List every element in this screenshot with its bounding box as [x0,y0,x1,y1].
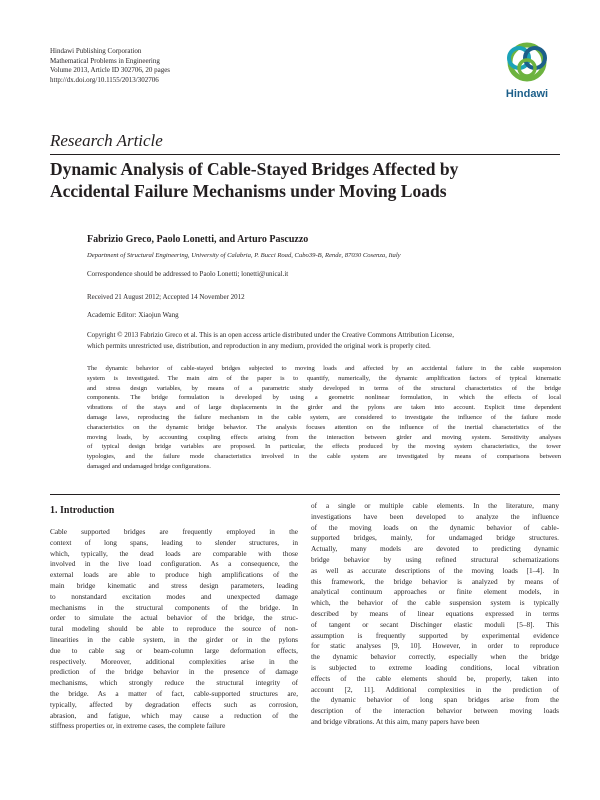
body-text-line: of tangent or secant Dischinger elastic moduli [5–8]. This [311,619,559,629]
body-column-right [311,501,559,728]
body-text-line: bridge behavior by using refined structural schematizations [311,554,559,564]
body-text-line: due to cable sag or beam-column large deformation effects, [50,645,298,655]
academic-editor: Academic Editor: Xiaojun Wang [87,311,179,319]
body-text-line: abrasion, and fatigue, which may cause a reduction of the [50,710,298,720]
body-text-line: linearities in the cable system, in the girder or in the pylons [50,634,298,644]
abstract-line: characteristics on the dynamic bridge behavior. The analysis focuses attention on the influence of the inertial characteristics of the [87,423,561,431]
body-text-line: description of the interaction behavior between moving loads [311,706,559,716]
body-text-line: mechanisms, which strongly reduce the structural integrity of [50,678,298,688]
copyright-notice [87,330,561,351]
journal-header [50,47,170,85]
article-type: Research Article [50,131,163,150]
journal-name: Mathematical Problems in Engineering [50,56,160,65]
body-text-line: Cable supported bridges are frequently employed in the [50,527,298,536]
body-text-line: context of long spans, leading to slender structures, in [50,537,298,547]
correspondence: Correspondence should be addressed to Paolo Lonetti; lonetti@unical.it [87,270,289,278]
body-text-line: main bridge kinematic and stress design parameters, leading [50,580,298,590]
body-column-left [50,527,298,732]
copyright-line-2: which permits unrestricted use, distribution, and reproduction in any medium, provided the original work is properly cited. [87,341,431,350]
abstract-line: and stress design variables, by means of a parametric study developed in terms of the structural characteristics of the bridge [87,384,561,392]
abstract-line: of typical design bridge variables are proposed. In particular, the effects produced by the moving system characteristics, the tower [87,443,561,451]
abstract-line: typologies, and the failure mode characteristics involved in the cable system are investigated by means of comparisons between [87,453,561,461]
body-text-line: described by means of linear equations expressed in terms [311,608,559,618]
volume-info: Volume 2013, Article ID 302706, 20 pages [50,66,171,74]
body-text-line: analytical continuum approaches or finite element models, in [311,587,559,597]
body-text-line: investigations have been developed to analyze the influence [311,511,559,521]
title-line-1: Dynamic Analysis of Cable-Stayed Bridges Affected by [50,159,459,179]
body-text-line: and bridge vibrations. At this aim, many papers have been [311,716,480,726]
abstract-line: damage laws, reproducing the failure mechanism in the cable system, are considered to investigate the influence of the failure mode [87,413,561,421]
body-text-line: is subjected to extreme loading conditions, local vibration [311,662,559,672]
body-text-line: account [2, 11]. Additional complexities in the prediction of [311,684,559,694]
abstract-line: system is investigated. The main aim of the paper is to quantify, numerically, the dynamic amplification factors of typical kinematic [87,374,561,382]
publisher-name: Hindawi Publishing Corporation [50,47,142,55]
hindawi-logo [497,40,557,102]
abstract-line: moving loads, by accounting coupling effects arising from the interaction between girder and moving system. Sensitivity analyses [87,433,561,441]
affiliation: Department of Structural Engineering, University of Calabria, P. Bucci Road, Cubo39-B, Rende, 87030 Cosenza, Italy [87,252,401,259]
copyright-line-1: Copyright © 2013 Fabrizio Greco et al. This is an open access article distributed under the Creative Commons Attribution License, [87,331,454,339]
body-text-line: typically, affected by degradation effects such as corrosion, [50,699,298,709]
body-text-line: to nonstandard excitation modes and unexpected damage [50,591,298,601]
body-text-line: as well as accurate descriptions of the moving loads [1–4]. In [311,565,559,575]
abstract-divider [50,494,560,495]
body-text-line: Actually, many models are devoted to predicting dynamic [311,544,559,554]
doi-link[interactable]: http://dx.doi.org/10.1155/2013/302706 [50,75,159,84]
author-list: Fabrizio Greco, Paolo Lonetti, and Arturo Pascuzzo [87,234,309,245]
body-text-line: which, the behavior of the cable suspension system is typically [311,598,559,608]
logo-wordmark: Hindawi [505,88,549,100]
body-text-line: involved in the live load configuration. As a consequence, the [50,559,298,569]
article-title [50,158,560,202]
body-text-line: effects of the cable elements should be, properly, taken into [311,673,559,683]
body-text-line: respectively. Moreover, additional complexities arise in the [50,656,298,666]
abstract-line: The dynamic behavior of cable-stayed bridges subjected to moving loads and affected by an accidental failure in the cable suspension [87,365,561,372]
body-text-line: mechanisms in the structural components of the bridge. In [50,602,298,612]
body-text-line: tural modeling should be able to reproduce the source of non- [50,624,298,634]
body-text-line: the dynamic behavior correctly, especially when the bridge [311,652,559,662]
body-text-line: external loads are able to produce high amplifications of the [50,570,298,580]
body-text-line: for static analyses [9, 10]. However, in order to reproduce [311,641,559,651]
body-text-line: of a single or multiple cable elements. In the literature, many [311,501,559,510]
body-text-line: this framework, the bridge behavior is analyzed by means of [311,576,559,586]
body-text-line: order to simulate the actual behavior of the bridge, the struc- [50,613,298,623]
abstract-line: vibrations of the stays and of large displacements in the girder and the pylons are taken into account. Explicit time dependent [87,404,561,412]
body-text-line: of the moving loads on the dynamic behavior of cable- [311,522,559,532]
body-text-line: which, typically, the dead loads are comparable with those [50,548,298,558]
title-line-2: Accidental Failure Mechanisms under Moving Loads [50,181,447,201]
section-heading-introduction: 1. Introduction [50,505,115,516]
body-text-line: prediction of the bridge behavior in the presence of damage [50,667,298,677]
abstract-line: components. The bridge formulation is developed by using a geometric nonlinear formulation, in which the effects of local [87,394,561,402]
body-text-line: the dynamic behavior of long span bridges arise from the [311,695,559,705]
hindawi-logo-icon [497,40,557,88]
body-text-line: stiffness properties or, in extreme cases, the complete failure [50,721,226,731]
body-text-line: supported bridges, mainly, for undamaged bridge structures. [311,533,559,543]
abstract [87,364,561,472]
body-text-line: assumption is frequently supported by experimental evidence [311,630,559,640]
received-accepted-dates: Received 21 August 2012; Accepted 14 November 2012 [87,293,245,301]
abstract-line: damaged and undamaged bridge configurations. [87,462,211,470]
header-divider [50,154,560,155]
body-text-line: the bridge. As a matter of fact, cable-supported structures are, [50,688,298,698]
